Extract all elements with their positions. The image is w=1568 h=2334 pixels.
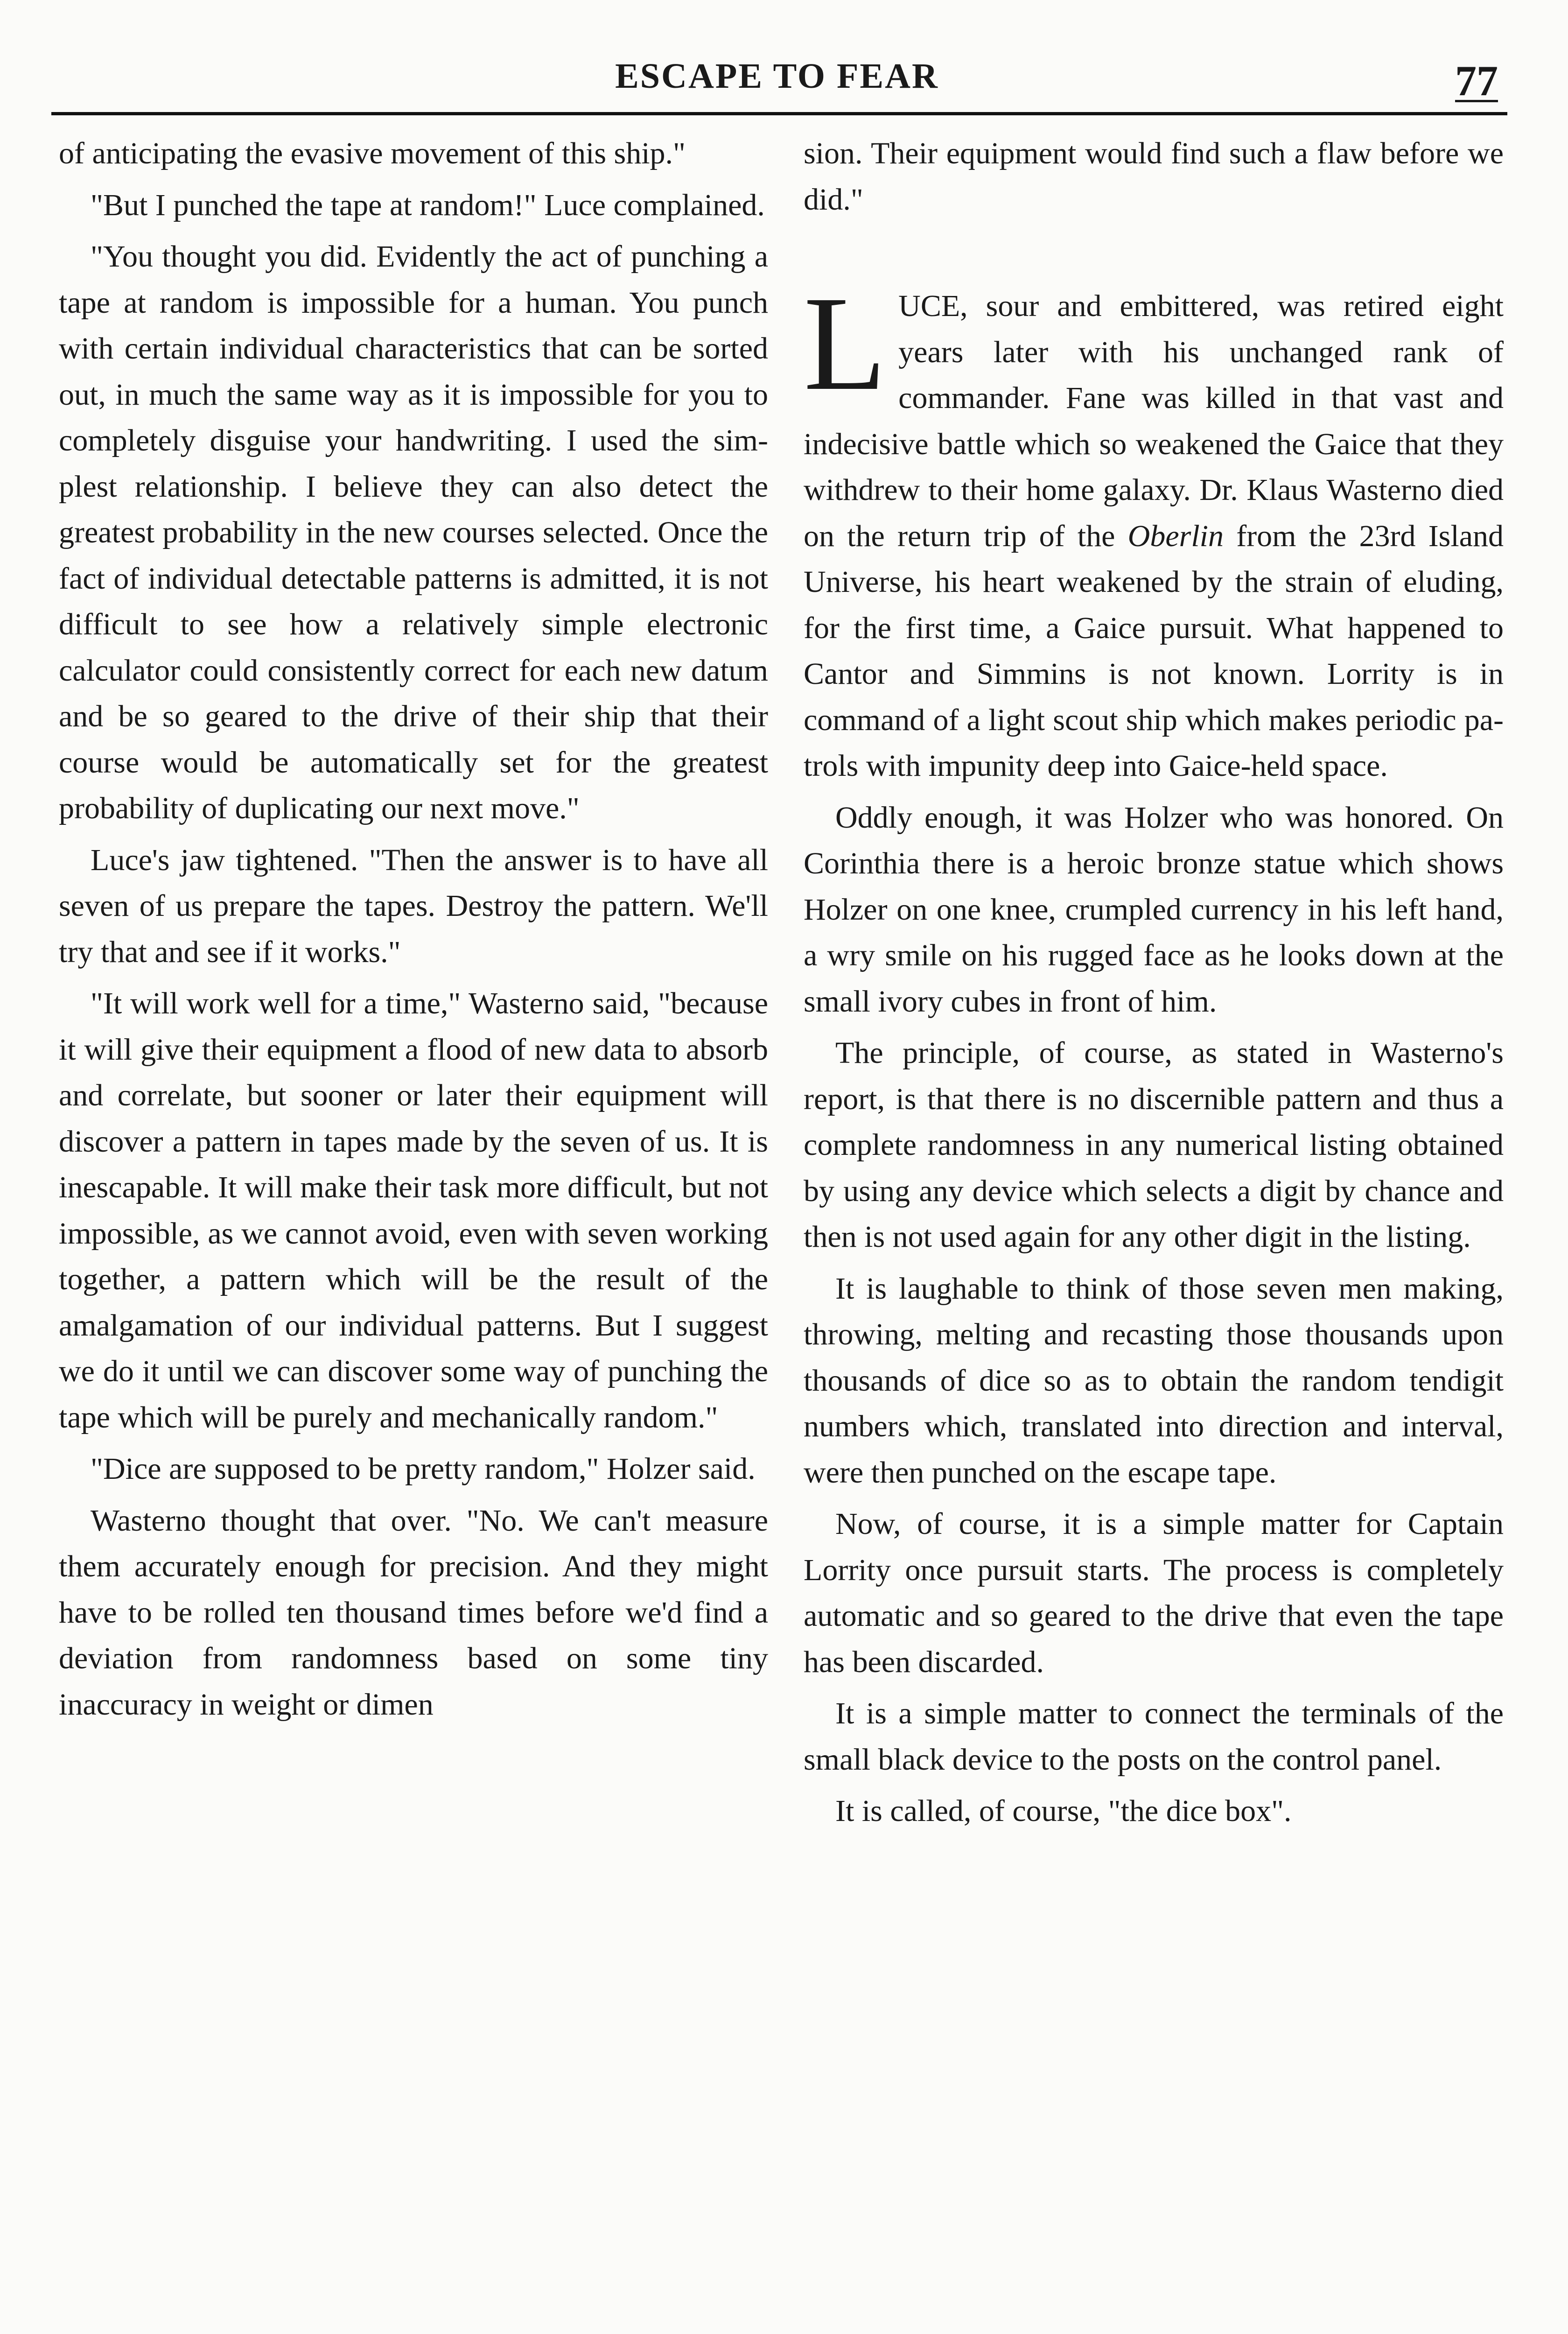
drop-cap: L [804,268,887,418]
right-column [804,131,1504,1840]
paragraph-continuation: sion. Their equipment would find such a flaw before we did." [804,136,1504,217]
paragraph: Oddly enough, it was Holzer who was honored. On Corinthia there is a heroic bronze statue which shows Holzer on one knee, crumpled currency in his left hand, a wry smile on his rugged face as he looks down at the small ivory cubes in front of him. [804,800,1504,1019]
page-number: 77 [1455,57,1498,105]
section-text: UCE, sour and embittered, was retired eight years later with his unchanged rank of commander. Fane was killed in that vast and indecisive battle which so weakened the Gaice that they withdrew to their home galaxy. Dr. Klaus Wasterno died on the return trip of the [804,289,1504,553]
paragraph: Wasterno thought that over. "No. We can't measure them accurately enough for precision. And they might have to be rolled ten thousand times before we'd find a deviation from randomness based on some tiny inaccuracy in weight or dimen [59,1503,768,1722]
section-text-rest: from the 23rd Island Universe, his heart weakened by the strain of eluding, for the first time, a Gaice pursuit. What happened to Cantor and Simmins is not known. Lorrity is in command of a light scout ship which makes periodic patrols with impunity deep into Gaice-held space. [804,519,1504,783]
header-rule [51,112,1507,115]
paragraph: of anticipating the evasive movement of this ship." [59,136,686,170]
paragraph: It is a simple matter to connect the terminals of the small black device to the posts on the control panel. [804,1696,1504,1777]
paragraph: "You thought you did. Evidently the act of punching a tape at random is impossible for a human. You punch with certain individual characteristics that can be sorted out, in much the same way as it is impossible for you to completely disguise your handwriting. I used the simplest relationship. I believe they can also detect the greatest probability in the new courses selected. Once the fact of individual detectable patterns is admitted, it is not difficult to see how a relatively simple electronic calculator could consistently correct for each new datum and be so geared to the drive of their ship that their course would be automatically set for the greatest probability of duplicating our next move." [59,239,768,825]
paragraph: "Dice are supposed to be pretty random," Holzer said. [91,1452,756,1486]
paragraph: "But I punched the tape at random!" Luce complained. [91,188,765,222]
paragraph: It is called, of course, "the dice box". [835,1794,1292,1828]
paragraph: It is laughable to think of those seven men making, throwing, melting and recasting those thousands upon thousands of dice so as to obtain the random tendigit numbers which, translated into direction and interval, were then punched on the escape tape. [804,1271,1504,1490]
section-opening-paragraph [804,268,1504,789]
page-header [51,56,1503,112]
running-title: ESCAPE TO FEAR [615,56,939,96]
paragraph: Now, of course, it is a simple matter for Captain Lorrity once pursuit starts. The process is completely automatic and so geared to the drive that even the tape has been discarded. [804,1507,1504,1679]
paragraph: "It will work well for a time," Wasterno said, "because it will give their equipment a flood of new data to absorb and correlate, but sooner or later their equipment will discover a pattern in tapes made by the seven of us. It is inescapable. It will make their task more difficult, but not impossible, as we cannot avoid, even with seven working together, a pattern which will be the result of the amalgamation of our individual patterns. But I suggest we do it until we can discover some way of punching the tape which will be purely and mechanically random." [59,986,768,1434]
left-column [59,131,768,1733]
paragraph: The principle, of course, as stated in Wasterno's report, is that there is no discernible pattern and thus a complete randomness in any numerical listing obtained by using any device which selects a digit by chance and then is not used again for any other digit in the listing. [804,1036,1504,1254]
ship-name: Oberlin [1127,519,1224,553]
paragraph: Luce's jaw tightened. "Then the answer is to have all seven of us prepare the tapes. Destroy the pattern. We'll try that and see if it works." [59,843,768,969]
